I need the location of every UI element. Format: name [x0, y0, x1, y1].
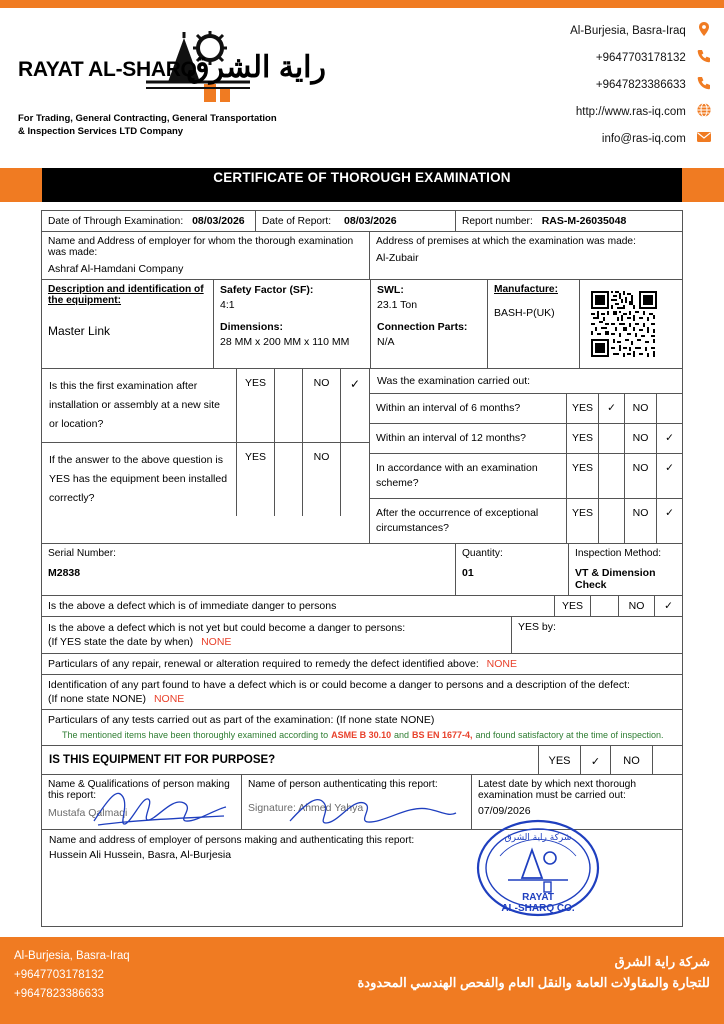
swl-value: 23.1 Ton — [377, 299, 418, 311]
equipment-row — [42, 280, 682, 369]
question-exceptional-circumstances-answers — [566, 499, 682, 543]
signature-maker-scribble — [90, 787, 230, 829]
repair-row — [42, 654, 682, 675]
employer-value: Ashraf Al-Hamdani Company — [48, 263, 184, 275]
yes-checkbox[interactable] — [590, 596, 618, 616]
final-employer-row — [42, 830, 682, 926]
no-label: NO — [624, 424, 656, 453]
footer-phone1: +9647703178132 — [14, 969, 104, 981]
no-label: NO — [303, 369, 341, 442]
future-danger-line2: (If YES state the date by when) — [48, 636, 194, 648]
final-employer-value: Hussein Ali Hussein, Basra, Al-Burjesia — [49, 849, 232, 861]
contact-phone2: +9647823386633 — [595, 79, 686, 91]
connection-parts-label: Connection Parts: — [377, 321, 468, 333]
repair-note — [42, 654, 682, 674]
phone-icon — [696, 75, 712, 91]
header-contact-block — [412, 18, 712, 153]
contact-address: Al-Burjesia, Basra-Iraq — [570, 25, 686, 37]
yes-label: YES — [566, 394, 598, 423]
footer-arabic-line1: شركة راية الشرق — [614, 954, 710, 969]
tests-label: Particulars of any tests carried out as part of the examination: (If none state NONE) — [48, 714, 435, 726]
final-employer-cell — [42, 830, 682, 926]
inspection-method-label: Inspection Method: — [575, 548, 662, 559]
page-header — [0, 8, 724, 168]
contact-address-row — [412, 18, 712, 45]
yes-checkbox[interactable] — [598, 454, 624, 498]
date-report-label: Date of Report: — [262, 216, 332, 227]
immediate-danger-text: Is the above a defect which is of immediate danger to persons — [48, 600, 337, 612]
yes-by-label: YES by: — [518, 621, 556, 633]
date-exam-label: Date of Through Examination: — [48, 216, 184, 227]
fit-for-purpose-answers — [538, 746, 682, 774]
no-label: NO — [303, 443, 341, 516]
equipment-safety-cell — [214, 280, 371, 368]
yes-label: YES — [566, 499, 598, 543]
question-exceptional-circumstances — [370, 499, 682, 543]
no-checkbox[interactable]: ✓ — [349, 377, 361, 391]
equipment-swl-cell — [371, 280, 488, 368]
no-checkbox[interactable]: ✓ — [656, 499, 682, 543]
globe-icon — [696, 102, 712, 118]
next-examination-label: Latest date by which next thorough examination must be carried out: — [478, 779, 637, 801]
yes-label: YES — [566, 454, 598, 498]
question-12-months — [370, 424, 682, 454]
safety-factor-value: 4:1 — [220, 299, 235, 311]
question-installed-correctly-answers — [236, 443, 369, 516]
contact-website[interactable]: http://www.ras-iq.com — [575, 106, 686, 118]
tests-note-prefix: The mentioned items have been thoroughly examined according to — [62, 730, 329, 740]
immediate-danger-row — [42, 596, 682, 617]
contact-phone1: +9647703178132 — [595, 52, 686, 64]
future-danger-value: NONE — [201, 636, 232, 648]
equipment-desc-value: Master Link — [48, 324, 111, 338]
qr-code-cell — [580, 280, 682, 368]
logo-text-en: RAYAT AL-SHARQ — [18, 58, 197, 81]
no-label: NO — [624, 454, 656, 498]
question-examination-scheme-text: In accordance with an examination scheme? — [376, 462, 538, 489]
identification-row — [42, 675, 682, 710]
no-label: NO — [618, 596, 654, 616]
question-first-examination-answers — [236, 369, 369, 442]
immediate-danger-answers — [554, 596, 682, 616]
future-danger-row — [42, 617, 682, 654]
equipment-desc-label: Description and identification of the equipment: — [48, 284, 204, 306]
employer-label: Name and Address of employer for whom the thorough examination was made: — [48, 236, 354, 258]
page-footer — [0, 937, 724, 1024]
swl-label: SWL: — [377, 284, 404, 296]
footer-address: Al-Burjesia, Basra-Iraq — [14, 950, 130, 962]
premises-value: Al-Zubair — [376, 252, 419, 264]
footer-arabic — [358, 951, 711, 993]
dimensions-label: Dimensions: — [220, 321, 284, 333]
company-tagline — [18, 112, 328, 138]
qr-code-icon — [591, 291, 657, 357]
authenticator-value: Signature: Ahmed Yahya — [248, 802, 364, 814]
report-maker-label: Name & Qualifications of person making this report: — [48, 779, 230, 801]
date-report-value: 08/03/2026 — [344, 215, 397, 227]
date-exam-value: 08/03/2026 — [192, 215, 245, 227]
tests-row — [42, 710, 682, 746]
certificate-title: CERTIFICATE OF THOROUGH EXAMINATION — [213, 170, 511, 185]
question-first-examination-text: Is this the first examination after installation or assembly at a new site or location? — [49, 380, 220, 430]
quantity-label: Quantity: — [462, 548, 503, 559]
report-number-label: Report number: — [462, 216, 533, 227]
safety-factor-label: Safety Factor (SF): — [220, 284, 314, 296]
signature-authenticator-scribble — [288, 791, 458, 829]
phone-icon — [696, 48, 712, 64]
report-maker-cell — [42, 775, 242, 829]
yes-label: YES — [538, 746, 580, 774]
yes-checkbox[interactable] — [598, 499, 624, 543]
date-exam-cell — [42, 211, 256, 231]
manufacture-label: Manufacture: — [494, 284, 558, 295]
date-report-cell — [256, 211, 456, 231]
serial-number-cell — [42, 544, 456, 595]
yes-by-cell — [512, 617, 682, 653]
premises-cell — [370, 232, 682, 279]
certificate-form — [41, 210, 683, 927]
fit-for-purpose-row — [42, 746, 682, 775]
meta-row — [42, 211, 682, 232]
yes-checkbox[interactable] — [598, 424, 624, 453]
no-label: NO — [610, 746, 652, 774]
serial-number-label: Serial Number: — [48, 548, 116, 559]
company-tagline-line2: & Inspection Services LTD Company — [18, 126, 184, 137]
question-installed-correctly — [42, 443, 369, 516]
yes-checkbox[interactable]: ✓ — [580, 746, 610, 774]
future-danger-line1: Is the above a defect which is not yet but could become a danger to persons: — [48, 622, 406, 634]
report-number-value: RAS-M-26035048 — [541, 215, 627, 227]
final-employer-label: Name and address of employer of persons making and authenticating this report: — [49, 835, 415, 846]
premises-label: Address of premises at which the examination was made: — [376, 236, 636, 247]
right-questions-block — [370, 369, 682, 543]
no-checkbox[interactable]: ✓ — [656, 424, 682, 453]
examination-carried-out-header: Was the examination carried out: — [370, 369, 682, 394]
company-logo — [10, 16, 330, 166]
question-6-months-text: Within an interval of 6 months? — [376, 402, 521, 414]
employer-row — [42, 232, 682, 280]
quantity-value: 01 — [462, 567, 474, 579]
yes-label: YES — [237, 369, 275, 442]
manufacture-value: BASH-P(UK) — [494, 307, 555, 319]
authenticator-label: Name of person authenticating this report: — [248, 779, 438, 790]
equipment-description-cell — [42, 280, 214, 368]
no-checkbox[interactable] — [341, 443, 369, 516]
repair-label: Particulars of any repair, renewal or alteration required to remedy the defect identified above: — [48, 658, 479, 670]
question-6-months-answers — [566, 394, 682, 423]
certificate-subtitle: This report complies with the Lifting Operation and Lifting Equipment Regulations — [164, 187, 560, 199]
yes-checkbox[interactable] — [275, 443, 303, 516]
left-questions-block — [42, 369, 370, 543]
no-checkbox[interactable] — [656, 394, 682, 423]
contact-phone1-row — [412, 45, 712, 72]
logo-text-ar: راية الشرق — [186, 51, 326, 84]
question-installed-correctly-text: If the answer to the above question is YES has the equipment been installed correctly? — [49, 454, 228, 504]
serial-number-value: M2838 — [48, 567, 81, 579]
yes-label: YES — [566, 424, 598, 453]
contact-email-row[interactable] — [412, 126, 712, 153]
employer-cell — [42, 232, 370, 279]
examination-questions-row — [42, 369, 682, 544]
contact-phone2-row — [412, 72, 712, 99]
question-examination-scheme — [370, 454, 682, 499]
report-number-cell — [456, 211, 682, 231]
no-checkbox[interactable]: ✓ — [654, 596, 682, 616]
tests-standard-2: BS EN 1677-4, — [412, 730, 473, 740]
dimensions-value: 28 MM x 200 MM x 110 MM — [220, 336, 350, 348]
location-pin-icon — [696, 21, 712, 37]
stamp-arabic-text: شركة راية الشرق — [504, 833, 572, 843]
yes-checkbox[interactable] — [275, 369, 303, 442]
tests-standard-1: ASME B 30.10 — [331, 730, 392, 740]
report-maker-value: Mustafa Qalmaqi — [48, 807, 128, 819]
equipment-manufacture-cell — [488, 280, 580, 368]
question-12-months-text: Within an interval of 12 months? — [376, 432, 526, 444]
question-6-months — [370, 394, 682, 424]
question-first-examination — [42, 369, 369, 443]
serial-row — [42, 544, 682, 596]
company-stamp-icon — [474, 816, 602, 920]
company-tagline-line1: For Trading, General Contracting, General Transportation — [18, 113, 277, 124]
inspection-method-value: VT & Dimension Check — [575, 567, 656, 591]
tests-note-suffix: and found satisfactory at the time of inspection. — [475, 730, 664, 740]
tests-note — [42, 710, 682, 745]
identification-line1: Identification of any part found to have a defect which is or could become a danger to persons and a description of the defect: — [48, 679, 630, 691]
stamp-text-bottom: AL-SHARQ CO. — [501, 903, 575, 914]
identification-line2: (If none state NONE) — [48, 693, 147, 705]
identification-note — [42, 675, 682, 709]
question-examination-scheme-answers — [566, 454, 682, 498]
quantity-cell — [456, 544, 569, 595]
footer-arabic-line2: للتجارة والمقاولات العامة والنقل العام والفحص الهندسي المحدودة — [357, 975, 710, 990]
no-checkbox[interactable] — [652, 746, 682, 774]
contact-website-row[interactable] — [412, 99, 712, 126]
repair-value: NONE — [486, 658, 518, 670]
fit-for-purpose-question: IS THIS EQUIPMENT FIT FOR PURPOSE? — [49, 754, 276, 766]
identification-value: NONE — [153, 693, 185, 705]
yes-checkbox[interactable]: ✓ — [598, 394, 624, 423]
no-checkbox[interactable]: ✓ — [656, 454, 682, 498]
inspection-method-cell — [569, 544, 682, 595]
tests-note-and: and — [394, 730, 410, 740]
yes-label: YES — [237, 443, 275, 516]
mail-icon — [696, 129, 712, 145]
question-exceptional-circumstances-text: After the occurrence of exceptional circumstances? — [376, 507, 539, 534]
footer-phone2: +9647823386633 — [14, 988, 104, 1000]
question-12-months-answers — [566, 424, 682, 453]
no-label: NO — [624, 394, 656, 423]
authenticator-cell — [242, 775, 472, 829]
footer-contact — [14, 947, 130, 1004]
yes-label: YES — [554, 596, 590, 616]
connection-parts-value: N/A — [377, 336, 395, 348]
next-examination-value: 07/09/2026 — [478, 805, 531, 817]
top-accent-bar — [0, 0, 724, 8]
stamp-text-top: RAYAT — [522, 892, 554, 903]
no-label: NO — [624, 499, 656, 543]
contact-email[interactable]: info@ras-iq.com — [601, 133, 686, 145]
future-danger-text — [42, 617, 512, 653]
